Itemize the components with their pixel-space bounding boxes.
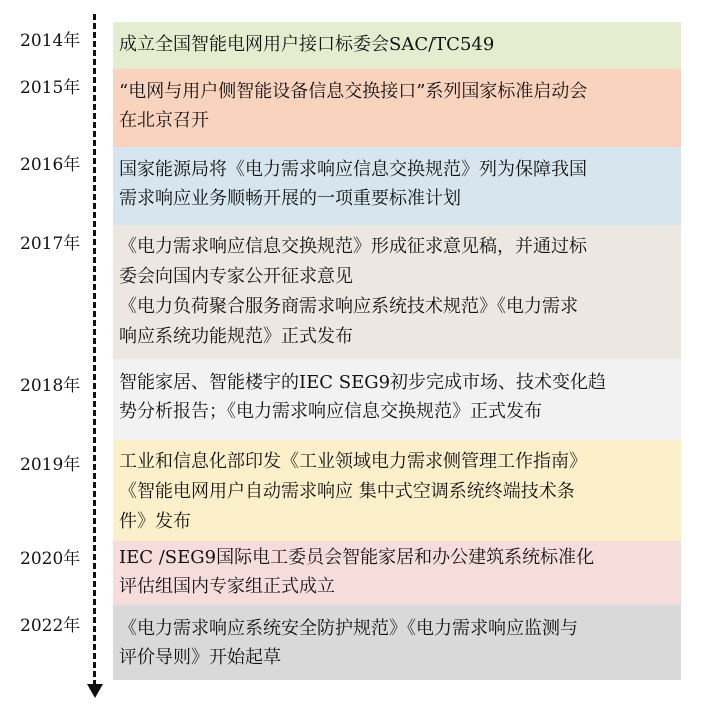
event-text-line: IEC /SEG9国际电工委员会智能家居和办公建筑系统标准化 bbox=[119, 547, 595, 568]
event-text-line: 《智能电网用户自动需求响应 集中式空调系统终端技术条 bbox=[119, 481, 575, 502]
event-text-line: 响应系统功能规范》正式发布 bbox=[119, 326, 353, 347]
year-label-2019: 2019年 bbox=[20, 455, 81, 475]
year-label-2015: 2015年 bbox=[20, 78, 81, 98]
event-text-line: 委会向国内专家公开征求意见 bbox=[119, 266, 353, 287]
event-text-line: 成立全国智能电网用户接口标委会SAC/TC549 bbox=[119, 34, 495, 55]
year-label-2022: 2022年 bbox=[20, 616, 81, 636]
event-text-line: 《电力需求响应信息交换规范》形成征求意见稿，并通过标 bbox=[119, 236, 587, 257]
event-box-2018 bbox=[113, 359, 681, 440]
event-box-2017 bbox=[113, 225, 681, 359]
event-box-2015 bbox=[113, 69, 681, 147]
event-box-2014 bbox=[113, 22, 681, 69]
year-label-2018: 2018年 bbox=[20, 376, 81, 396]
timeline-arrow-icon bbox=[87, 684, 103, 698]
event-text-line: 《电力需求响应系统安全防护规范》《电力需求响应监测与 bbox=[119, 618, 578, 639]
event-text-line: 需求响应业务顺畅开展的一项重要标准计划 bbox=[119, 188, 461, 209]
event-text-line: 国家能源局将《电力需求响应信息交换规范》列为保障我国 bbox=[119, 159, 587, 180]
year-label-2016: 2016年 bbox=[20, 155, 81, 175]
event-box-2020 bbox=[113, 541, 681, 605]
year-label-2017: 2017年 bbox=[20, 234, 81, 254]
event-box-2016 bbox=[113, 147, 681, 225]
event-text-line: 评价导则》开始起草 bbox=[119, 647, 281, 668]
event-box-2019 bbox=[113, 440, 681, 541]
event-text-line: 评估组国内专家组正式成立 bbox=[119, 576, 335, 597]
event-box-2022 bbox=[113, 605, 681, 680]
event-text-line: 在北京召开 bbox=[119, 110, 209, 131]
year-label-2014: 2014年 bbox=[20, 31, 81, 51]
event-text-line: 件》发布 bbox=[119, 511, 191, 532]
event-text-line: 势分析报告；《电力需求响应信息交换规范》正式发布 bbox=[119, 401, 542, 422]
event-text-line: “电网与用户侧智能设备信息交换接口”系列国家标准启动会 bbox=[119, 81, 588, 102]
event-text-line: 智能家居、智能楼宇的IEC SEG9初步完成市场、技术变化趋 bbox=[119, 372, 607, 393]
event-text-line: 《电力负荷聚合服务商需求响应系统技术规范》《电力需求 bbox=[119, 296, 578, 317]
year-label-2020: 2020年 bbox=[20, 549, 81, 569]
timeline-axis bbox=[93, 14, 96, 686]
event-text-line: 工业和信息化部印发《工业领域电力需求侧管理工作指南》 bbox=[119, 451, 587, 472]
